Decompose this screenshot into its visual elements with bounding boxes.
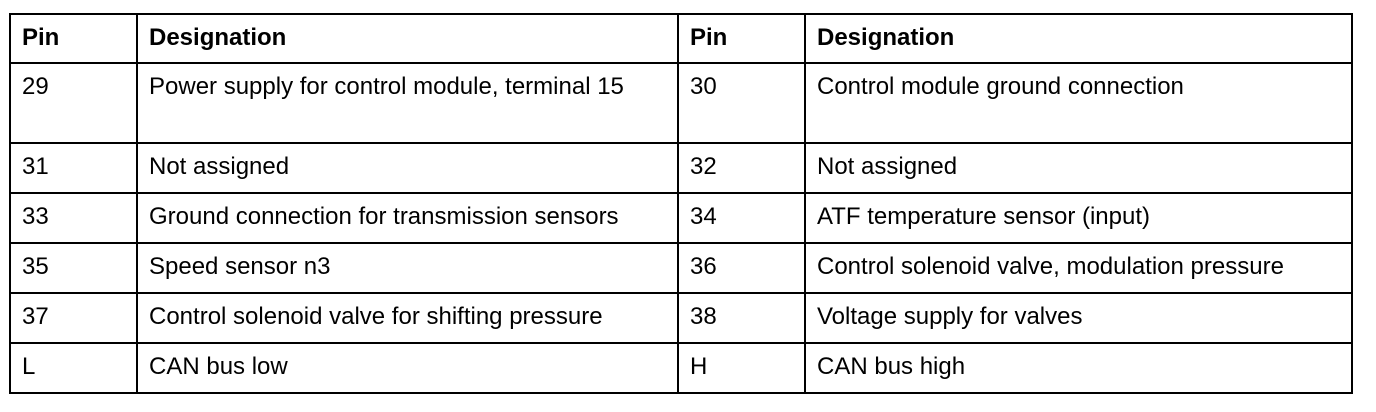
pin-cell: 34 bbox=[678, 193, 805, 243]
pin-cell: 35 bbox=[10, 243, 137, 293]
pin-cell: 30 bbox=[678, 63, 805, 143]
pin-cell: 37 bbox=[10, 293, 137, 343]
pin-cell: 31 bbox=[10, 143, 137, 193]
designation-cell: Ground connection for transmission sensors bbox=[137, 193, 678, 243]
table-row bbox=[10, 143, 1352, 193]
pin-cell: 32 bbox=[678, 143, 805, 193]
pin-assignment-table bbox=[9, 13, 1353, 394]
designation-cell: Control solenoid valve for shifting pressure bbox=[137, 293, 678, 343]
designation-cell: Not assigned bbox=[137, 143, 678, 193]
designation-cell: Control solenoid valve, modulation pressure bbox=[805, 243, 1352, 293]
header-designation-right: Designation bbox=[805, 14, 1352, 63]
header-pin-left: Pin bbox=[10, 14, 137, 63]
pin-cell: 38 bbox=[678, 293, 805, 343]
table-row bbox=[10, 343, 1352, 393]
designation-cell: Not assigned bbox=[805, 143, 1352, 193]
pin-cell: L bbox=[10, 343, 137, 393]
table-header-row bbox=[10, 14, 1352, 63]
table-row bbox=[10, 193, 1352, 243]
designation-cell: CAN bus high bbox=[805, 343, 1352, 393]
designation-cell: Speed sensor n3 bbox=[137, 243, 678, 293]
pin-cell: H bbox=[678, 343, 805, 393]
designation-cell: ATF temperature sensor (input) bbox=[805, 193, 1352, 243]
pin-cell: 36 bbox=[678, 243, 805, 293]
header-pin-right: Pin bbox=[678, 14, 805, 63]
pin-cell: 29 bbox=[10, 63, 137, 143]
designation-cell: Control module ground connection bbox=[805, 63, 1352, 143]
pin-cell: 33 bbox=[10, 193, 137, 243]
header-designation-left: Designation bbox=[137, 14, 678, 63]
table-row bbox=[10, 243, 1352, 293]
table-row bbox=[10, 293, 1352, 343]
table-row bbox=[10, 63, 1352, 143]
designation-cell: Voltage supply for valves bbox=[805, 293, 1352, 343]
designation-cell: Power supply for control module, terminal 15 bbox=[137, 63, 678, 143]
designation-cell: CAN bus low bbox=[137, 343, 678, 393]
